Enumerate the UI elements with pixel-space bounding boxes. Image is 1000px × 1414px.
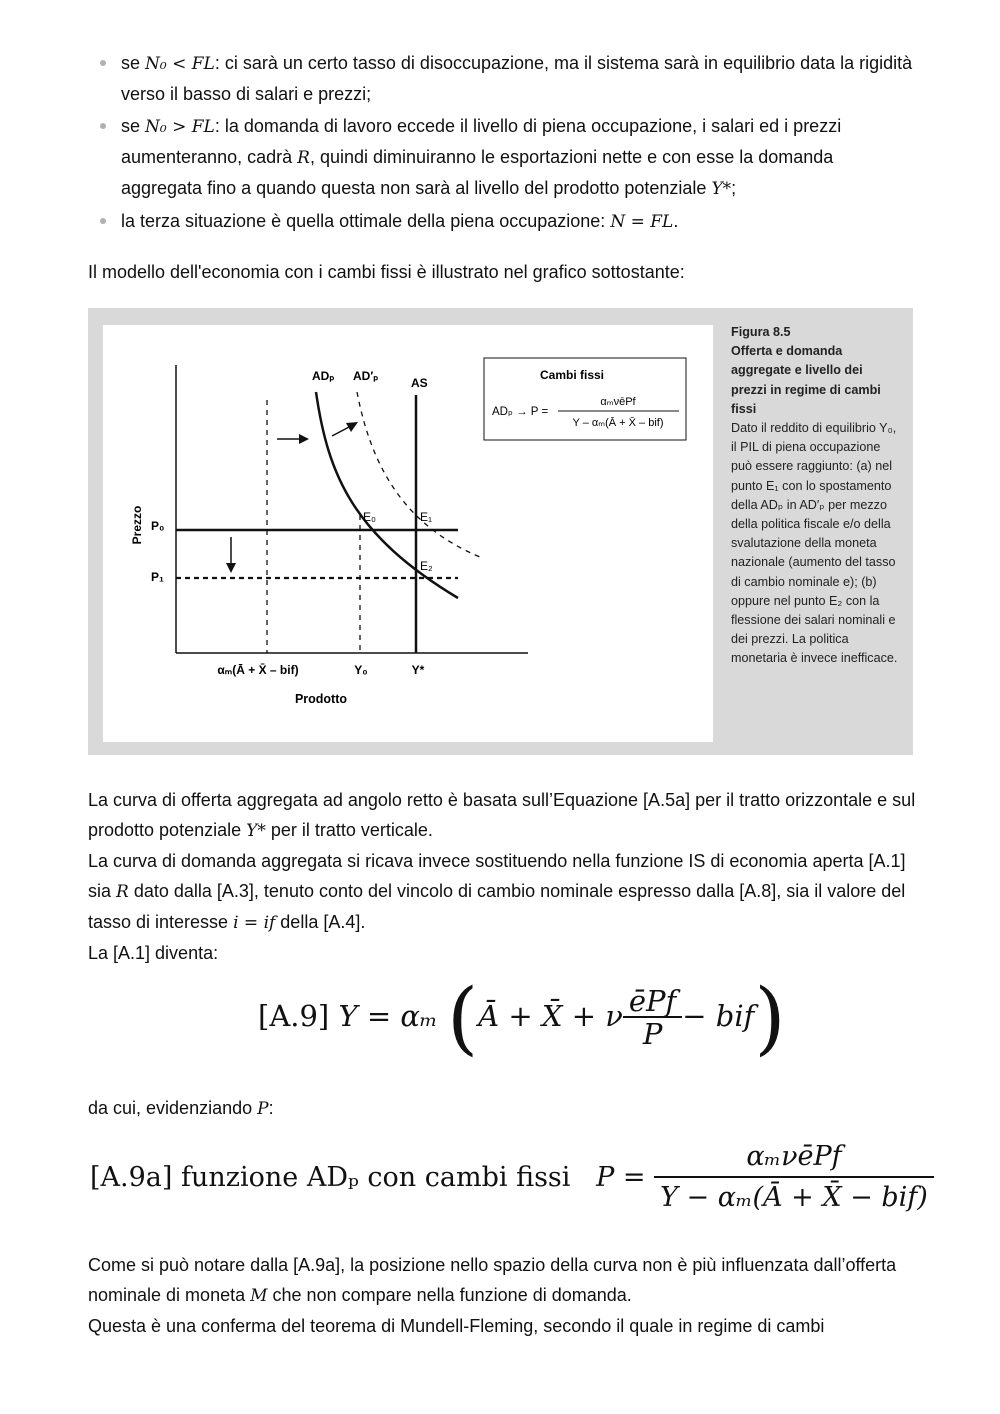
figure-plot-area <box>103 325 713 742</box>
down-arrowhead <box>226 563 236 573</box>
caption-heading: Offerta e domanda aggregate e livello dei prezzi in regime di cambi fissi <box>731 344 881 416</box>
figure-intro: Il modello dell'economia con i cambi fissi è illustrato nel grafico sottostante: <box>88 262 685 282</box>
paragraph-as-ad: La curva di offerta aggregata ad angolo retto è basata sull’Equazione [A.5a] per il tratto orizzontale e sul prodotto potenziale Y* per il tratto verticale. La curva di domanda aggregata si ricava invece sostituendo nella funzione IS di economia aperta [A.1] sia R dato dalla [A.3], tenuto conto del vincolo di cambio nominale espresso dalla [A.8], sia il valore del tasso di interesse i = if della [A.4]. La [A.1] diventa: <box>88 790 916 963</box>
paragraph-solve-p: da cui, evidenziando P: <box>88 1098 274 1119</box>
as-ad-diagram <box>103 325 713 742</box>
ystar-label: Y* <box>411 663 425 677</box>
equation-a9a: [A.9a] funzione ADₚ con cambi fissi P = $\frac{\text{αₘνēPf}}{\text{Y − αₘ(Ā + X̄ − bif)}}$ <box>90 1143 934 1211</box>
adp-curve <box>316 392 458 598</box>
shift-arrow-2 <box>332 426 351 436</box>
formula-box-numerator: αₘνēPf <box>600 396 636 408</box>
e0-label: E₀ <box>363 510 376 524</box>
figure-caption <box>731 323 901 669</box>
formula-box-title: Cambi fissi <box>539 368 605 382</box>
adp-prime-label: AD′ₚ <box>353 369 379 383</box>
as-label: AS <box>411 376 428 390</box>
e1-label: E₁ <box>420 510 433 524</box>
formula-box-denominator: Y – αₘ(Ā + X̄ – bif) <box>572 417 664 429</box>
p0-label: P₀ <box>151 519 165 533</box>
bullet-item: se N₀ < FL: ci sarà un certo tasso di disoccupazione, ma il sistema sarà in equilibrio data la rigidità verso il basso di salari e prezzi; <box>88 48 918 109</box>
bullet-list <box>88 48 918 239</box>
figure-8-5 <box>88 308 913 755</box>
caption-body: Dato il reddito di equilibrio Y₀, il PIL di piena occupazione può essere raggiunto: (a) nel punto E₁ con lo spostamento della ADₚ in AD′ₚ per mezzo della politica fiscale e/o della svalutazione della moneta nazionale (aumento del tasso di cambio nominale e); (b) oppure nel punto E₂ con la flessione dei salari nominali e dei prezzi. La politica monetaria è invece inefficace. <box>731 421 898 666</box>
autonomous-demand-label: αₘ(Ā + X̄ – bif) <box>217 663 299 677</box>
x-axis-label: Prodotto <box>294 692 348 706</box>
y0-label: Y₀ <box>354 663 368 677</box>
y-axis-label: Prezzo <box>130 505 144 545</box>
equation-a9: [A.9] Y = αₘ (Ā + X̄ + ν $\frac{\text{ēPf}}{P}$ − bif) <box>258 971 786 1064</box>
bullet-item: la terza situazione è quella ottimale della piena occupazione: N = FL. <box>88 206 918 237</box>
p1-label: P₁ <box>151 570 164 584</box>
bullet-item: se N₀ > FL: la domanda di lavoro eccede il livello di piena occupazione, i salari ed i prezzi aumenteranno, cadrà R, quindi diminuiranno le esportazioni nette e con esse la domanda aggregata fino a quando questa non sarà al livello del prodotto potenziale Y*; <box>88 111 918 204</box>
paragraph-mundell-fleming: Come si può notare dalla [A.9a], la posizione nello spazio della curva non è più influenzata dall’offerta nominale di moneta M che non compare nella funzione di domanda. Questa è una conferma del teorema di Mundell-Fleming, secondo il quale in regime di cambi <box>88 1255 897 1336</box>
shift-arrowhead-1 <box>299 434 309 444</box>
formula-box-lhs: ADₚ → P = <box>492 406 549 418</box>
e2-label: E₂ <box>420 559 433 573</box>
caption-title: Figura 8.5 <box>731 325 791 339</box>
adp-label: ADₚ <box>312 369 335 383</box>
